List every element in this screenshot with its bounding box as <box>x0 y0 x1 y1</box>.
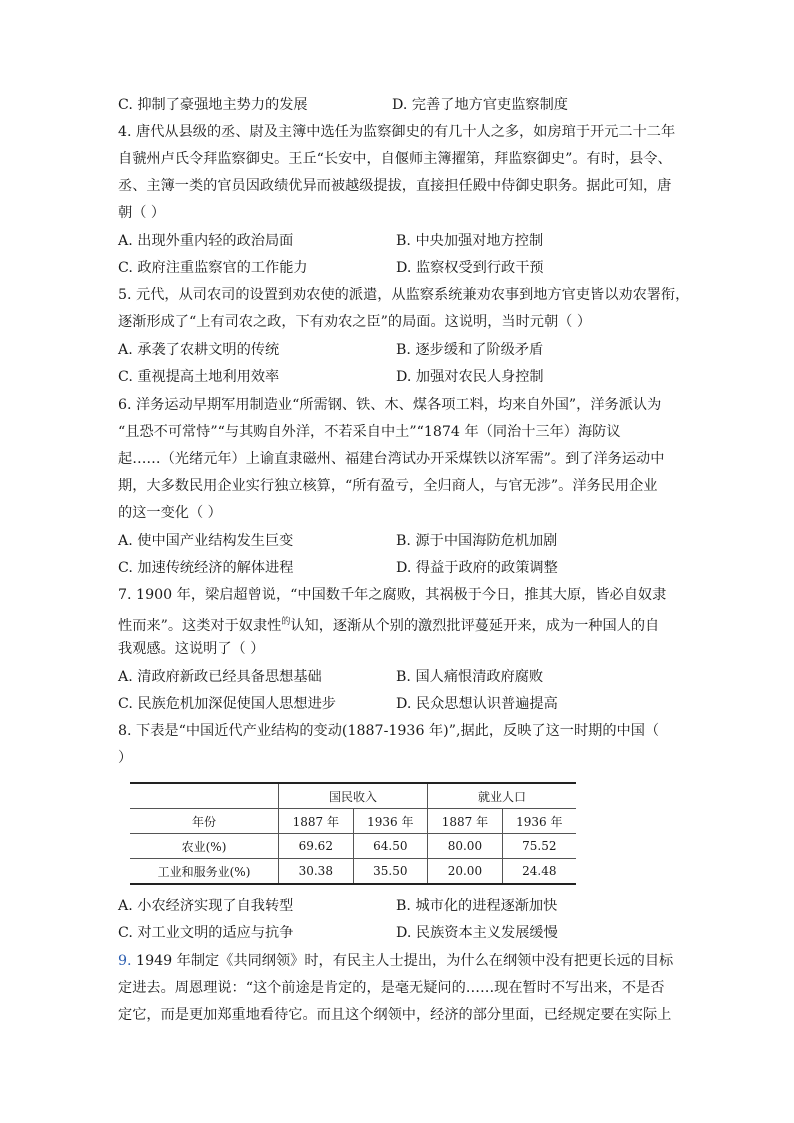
q8-option-a: A. 小农经济实现了自我转型 <box>118 898 294 914</box>
q4-option-b: B. 中央加强对地方控制 <box>396 233 544 249</box>
q7-option-c: C. 民族危机加深促使国人思想进步 <box>118 696 336 712</box>
q5-option-d: D. 加强对农民人身控制 <box>396 369 544 385</box>
q9-stem-line-3: 定它，而是更加郑重地看待它。而且这个纲领中，经济的部分里面，已经规定要在实际上 <box>118 1007 672 1023</box>
table-header-row <box>130 783 576 809</box>
q7-superscript: 的 <box>281 617 291 627</box>
q7-line2-part-b: 认知，逐渐从个别的激烈批评蔓延开来，成为一种国人的自 <box>290 618 660 634</box>
q3-option-c: C. 抑制了豪强地主势力的发展 <box>118 97 308 113</box>
q7-stem-line-2 <box>118 612 678 636</box>
national-income-header: 国民收入 <box>279 783 428 809</box>
q6-stem-line-5: 的这一变化（ ） <box>118 505 222 521</box>
q7-option-d: D. 民众思想认识普遍提高 <box>396 696 558 712</box>
q7-line2-part-a: 性而来”。这类对于奴隶性 <box>118 618 282 634</box>
q3-option-d: D. 完善了地方官吏监察制度 <box>392 97 568 113</box>
q4-option-a: A. 出现外重内轻的政治局面 <box>118 233 294 249</box>
row-label-industry-services: 工业和服务业(%) <box>130 859 279 885</box>
q6-stem-line-3: 起……（光绪元年）上谕直隶磁州、福建台湾试办开采煤铁以济军需”。到了洋务运动中 <box>118 451 665 467</box>
q4-stem-line-4: 朝（ ） <box>118 205 166 221</box>
q6-option-b: B. 源于中国海防危机加剧 <box>396 533 558 549</box>
q6-option-d: D. 得益于政府的政策调整 <box>396 560 558 576</box>
q4-option-d: D. 监察权受到行政干预 <box>396 260 544 276</box>
table-cell: 24.48 <box>502 859 576 885</box>
q6-stem-line-2: “且恐不可常恃”“与其购自外洋，不若采自中土”“1874 年（同治十三年）海防议 <box>118 424 621 440</box>
table-row <box>130 859 576 885</box>
year-cell: 1936 年 <box>502 809 576 834</box>
q7-stem-line-1: 7. 1900 年，梁启超曾说，“中国数千年之腐败，其祸极于今日，推其大原，皆必自奴隶 <box>118 587 667 603</box>
industry-structure-table <box>130 782 576 885</box>
year-cell: 1936 年 <box>353 809 428 834</box>
table-corner-cell <box>130 783 279 809</box>
year-cell: 1887 年 <box>428 809 503 834</box>
q7-option-b: B. 国人痛恨清政府腐败 <box>396 669 544 685</box>
q4-stem-line-2: 自虢州卢氏令拜监察御史。王丘“长安中，自偃师主簿擢第，拜监察御史”。有时，县令、 <box>118 151 672 167</box>
q8-option-d: D. 民族资本主义发展缓慢 <box>396 925 558 941</box>
q9-number: 9. <box>118 953 132 969</box>
q7-option-a: A. 清政府新政已经具备思想基础 <box>118 669 322 685</box>
table-cell: 75.52 <box>502 834 576 859</box>
table-cell: 64.50 <box>353 834 428 859</box>
q7-stem-line-3: 我观感。这说明了（ ） <box>118 641 265 657</box>
q4-option-c: C. 政府注重监察官的工作能力 <box>118 260 308 276</box>
q5-stem-line-1: 5. 元代，从司农司的设置到劝农使的派遣，从监察系统兼劝农事到地方官吏皆以劝农署衔， <box>118 287 690 303</box>
q5-option-b: B. 逐步缓和了阶级矛盾 <box>396 342 544 358</box>
q6-stem-line-1: 6. 洋务运动早期军用制造业“所需钢、铁、木、煤各项工料，均来自外国”，洋务派认为 <box>118 397 662 413</box>
q8-option-c: C. 对工业文明的适应与抗争 <box>118 925 294 941</box>
table-cell: 69.62 <box>279 834 354 859</box>
q9-stem-line-2: 定进去。周恩理说：“这个前途是肯定的，是毫无疑问的……现在暂时不写出来，不是否 <box>118 980 665 996</box>
row-label-agriculture: 农业(%) <box>130 834 279 859</box>
q9-stem-line-1 <box>118 951 678 971</box>
table-cell: 30.38 <box>279 859 354 885</box>
table-row <box>130 834 576 859</box>
q4-stem-line-1: 4. 唐代从县级的丞、尉及主簿中选任为监察御史的有几十人之多，如房琯于开元二十二年 <box>118 124 676 140</box>
table-cell: 20.00 <box>428 859 503 885</box>
year-label-cell: 年份 <box>130 809 279 834</box>
q9-line1-text: 1949 年制定《共同纲领》时，有民主人士提出，为什么在纲领中没有把更长远的目标 <box>131 953 674 969</box>
q5-option-a: A. 承袭了农耕文明的传统 <box>118 342 280 358</box>
q8-stem-line-1: 8. 下表是“中国近代产业结构的变动(1887-1936 年)”,据此，反映了这一时期的中国（ <box>118 723 660 739</box>
q6-option-c: C. 加速传统经济的解体进程 <box>118 560 294 576</box>
q6-option-a: A. 使中国产业结构发生巨变 <box>118 533 294 549</box>
table-cell: 80.00 <box>428 834 503 859</box>
q6-stem-line-4: 期，大多数民用企业实行独立核算，“所有盈亏，全归商人，与官无涉”。洋务民用企业 <box>118 478 658 494</box>
q5-option-c: C. 重视提高土地利用效率 <box>118 369 280 385</box>
table-cell: 35.50 <box>353 859 428 885</box>
year-cell: 1887 年 <box>279 809 354 834</box>
q8-stem-line-2: ） <box>118 750 133 766</box>
q5-stem-line-2: 逐渐形成了“上有司农之政，下有劝农之臣”的局面。这说明，当时元朝（ ） <box>118 314 592 330</box>
q4-stem-line-3: 丞、主簿一类的官员因政绩优异而被越级提拔，直接担任殿中侍御史职务。据此可知，唐 <box>118 178 672 194</box>
q8-option-b: B. 城市化的进程逐渐加快 <box>396 898 558 914</box>
employment-header: 就业人口 <box>428 783 576 809</box>
table-year-row <box>130 809 576 834</box>
